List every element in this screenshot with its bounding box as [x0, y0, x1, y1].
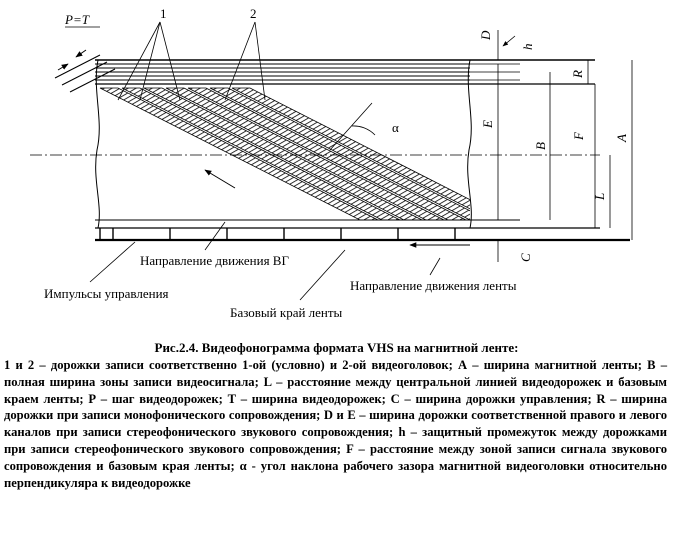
head-direction-arrow: [205, 170, 235, 188]
dim-R-label: R: [570, 70, 585, 78]
tape-direction-label: Направление движения ленты: [350, 278, 517, 293]
track-1-label: 1: [160, 6, 167, 21]
pitch-label: P=T: [65, 12, 89, 27]
head-direction-label: Направление движения ВГ: [140, 253, 289, 268]
dim-h-label: h: [520, 43, 535, 50]
control-track-pulses: [100, 228, 455, 240]
dimension-lines: [498, 30, 632, 262]
dim-F-label: F: [571, 132, 586, 140]
tape-bottom-edge: [95, 220, 630, 240]
alpha-label: α: [392, 120, 399, 135]
figure-caption-title: Рис.2.4. Видеофонограмма формата VHS на магнитной ленте:: [154, 340, 519, 355]
dim-D-label: D: [478, 30, 493, 40]
dim-A-label: A: [614, 134, 629, 142]
base-edge-label: Базовый край ленты: [230, 305, 343, 320]
figure-caption-text: 1 и 2 – дорожки записи соответственно 1-ой (условно) и 2-ой видеоголовок; А – ширина магнитной ленты; В – полная ширина зоны записи видеосигнала; L – расстояние между центральной линией видеодорожек и базовым краем ленты; Р – шаг видеодорожек; Т – ширина видеодорожек; С – ширина дорожки управления; R – ширина дорожки при записи монофонического сопровождения; D и Е – ширина дорожки соответственной правого и левого каналов при записи стереофонического звукового сопровождения; h – защитный промежуток между дорожками при записи стереофонического звукового сопровождения; F – расстояние между зоной записи сигнала звукового сопровождения и базовым края ленты; α - угол наклона рабочего зазора магнитной видеоголовки относительно перпендикуляра к видеодорожке: [4, 358, 667, 490]
dim-E-label: E: [480, 120, 495, 128]
video-tracks: [100, 88, 510, 220]
control-pulses-label: Импульсы управления: [44, 286, 169, 301]
dim-B-label: B: [533, 142, 548, 150]
tape-top-edge: [95, 60, 595, 84]
dim-L-label: L: [592, 192, 607, 200]
track-2-label: 2: [250, 6, 257, 21]
dim-C-label: C: [518, 253, 533, 262]
pitch-arrows: [55, 50, 115, 92]
